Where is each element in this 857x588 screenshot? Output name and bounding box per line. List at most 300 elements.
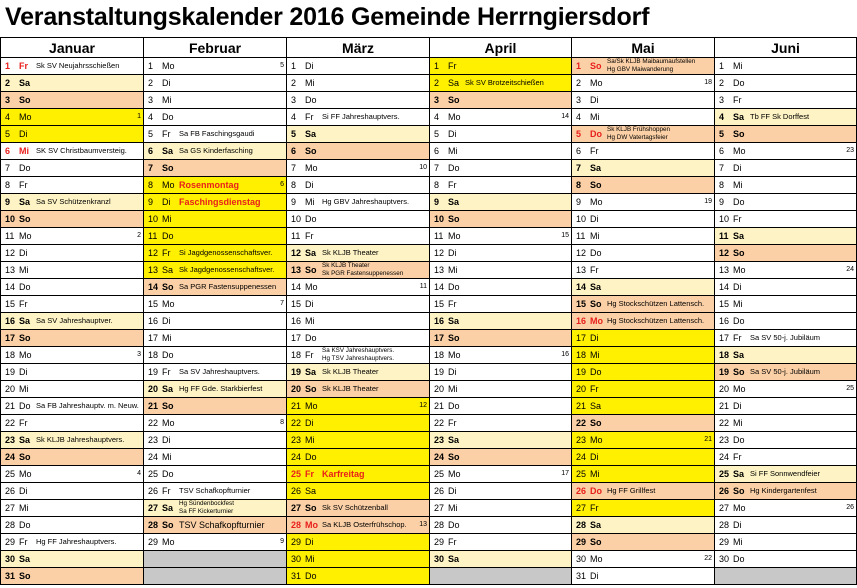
day-number: 5 <box>434 129 440 139</box>
day-number: 30 <box>434 554 445 564</box>
weekday-label: So <box>448 333 460 343</box>
day-number: 20 <box>148 384 159 394</box>
day-cell-content <box>715 75 856 91</box>
day-cell-content <box>144 517 286 533</box>
day-cell-content <box>1 160 143 176</box>
day-cell <box>430 228 572 245</box>
day-number: 17 <box>5 333 16 343</box>
day-number: 23 <box>291 435 302 445</box>
day-cell-content <box>1 245 143 261</box>
day-number: 13 <box>434 265 445 275</box>
day-number: 8 <box>5 180 11 190</box>
day-cell-content <box>287 415 429 431</box>
day-number: 14 <box>434 282 445 292</box>
calendar-row <box>1 415 857 432</box>
day-cell-content <box>430 177 571 193</box>
day-cell-content <box>287 466 429 482</box>
day-cell-content <box>287 432 429 448</box>
event-label: Sk SV Neujahrsschießen <box>36 61 120 70</box>
day-cell <box>572 58 715 75</box>
day-number: 12 <box>576 248 587 258</box>
day-cell-content <box>144 228 286 244</box>
weekday-label: Do <box>162 231 174 241</box>
event-label: Sk SV Schützenball <box>322 503 388 512</box>
weekday-label: Do <box>733 78 745 88</box>
day-cell <box>1 177 144 194</box>
day-cell <box>1 398 144 415</box>
weekday-label: Mo <box>590 435 603 445</box>
day-cell <box>1 568 144 585</box>
weekday-label: Mo <box>19 112 32 122</box>
day-number: 27 <box>719 503 730 513</box>
weekday-label: Do <box>305 452 317 462</box>
day-cell-content <box>287 92 429 108</box>
day-cell-content <box>715 58 856 74</box>
day-cell <box>1 211 144 228</box>
calendar-row <box>1 568 857 585</box>
day-number: 15 <box>148 299 159 309</box>
weekday-label: Fr <box>448 61 457 71</box>
week-number: 23 <box>846 147 854 154</box>
day-number: 16 <box>719 316 730 326</box>
weekday-label: Di <box>162 435 171 445</box>
weekday-label: So <box>590 299 602 309</box>
day-number: 17 <box>148 333 159 343</box>
day-number: 2 <box>576 78 582 88</box>
event-label: Hg TSV Jahreshauptvers. <box>322 355 394 362</box>
day-cell <box>287 551 430 568</box>
day-number: 5 <box>5 129 11 139</box>
day-cell-content <box>1 568 143 584</box>
day-cell <box>287 262 430 279</box>
weekday-label: So <box>448 95 460 105</box>
weekday-label: Mi <box>305 78 315 88</box>
calendar-row <box>1 466 857 483</box>
day-cell <box>287 109 430 126</box>
event-label: Sk KLJB Jahreshauptvers. <box>36 435 125 444</box>
day-cell-content <box>715 551 856 567</box>
day-number: 19 <box>291 367 302 377</box>
event-label-group <box>607 58 712 74</box>
day-cell <box>430 500 572 517</box>
day-number: 25 <box>5 469 16 479</box>
day-cell <box>1 58 144 75</box>
event-label: Sa GS Kinderfasching <box>179 146 253 155</box>
day-number: 3 <box>719 95 725 105</box>
day-cell <box>430 483 572 500</box>
day-cell-content <box>287 364 429 380</box>
day-cell-content <box>144 347 286 363</box>
day-cell <box>1 160 144 177</box>
day-number: 7 <box>5 163 11 173</box>
day-cell-content <box>287 109 429 125</box>
day-cell-content <box>572 109 714 125</box>
weekday-label: Mi <box>733 61 743 71</box>
weekday-label: Do <box>733 435 745 445</box>
calendar-row <box>1 500 857 517</box>
day-number: 24 <box>291 452 302 462</box>
day-cell <box>572 109 715 126</box>
day-cell-content <box>572 262 714 278</box>
day-cell <box>1 432 144 449</box>
day-cell <box>430 126 572 143</box>
day-cell-content <box>430 381 571 397</box>
weekday-label: Mo <box>733 384 746 394</box>
day-number: 21 <box>434 401 445 411</box>
weekday-label: Mo <box>162 299 175 309</box>
day-number: 28 <box>719 520 730 530</box>
day-cell <box>430 330 572 347</box>
event-label: Karfreitag <box>322 469 365 479</box>
day-cell-content <box>572 432 714 448</box>
day-cell <box>1 449 144 466</box>
day-cell-content <box>1 449 143 465</box>
day-cell <box>1 296 144 313</box>
day-cell <box>430 194 572 211</box>
weekday-label: Do <box>305 333 317 343</box>
day-number: 27 <box>576 503 587 513</box>
week-number: 26 <box>846 504 854 511</box>
day-cell-content <box>572 449 714 465</box>
day-cell-content <box>1 551 143 567</box>
day-number: 24 <box>719 452 730 462</box>
weekday-label: Do <box>305 214 317 224</box>
day-cell <box>572 500 715 517</box>
event-label: Sk KLJB Frühshoppen <box>607 126 671 133</box>
day-cell-content <box>430 313 571 329</box>
weekday-label: Sa <box>162 384 174 394</box>
weekday-label: Di <box>19 129 28 139</box>
weekday-label: Do <box>162 350 174 360</box>
day-cell <box>1 279 144 296</box>
day-cell <box>572 449 715 466</box>
weekday-label: Di <box>305 418 314 428</box>
day-number: 15 <box>291 299 302 309</box>
day-cell-content <box>1 534 143 550</box>
day-cell-content <box>430 245 571 261</box>
weekday-label: Di <box>733 520 742 530</box>
event-label: Rosenmontag <box>179 180 240 190</box>
weekday-label: Sa <box>448 554 460 564</box>
day-number: 5 <box>291 129 297 139</box>
day-cell <box>715 364 857 381</box>
weekday-label: Fr <box>162 129 171 139</box>
event-label: Sk Jagdgenossenschaftsver. <box>179 265 275 274</box>
day-number: 8 <box>576 180 582 190</box>
day-number: 18 <box>5 350 16 360</box>
weekday-label: Sa <box>162 265 174 275</box>
week-number: 5 <box>280 62 284 69</box>
day-cell <box>572 75 715 92</box>
day-cell <box>430 58 572 75</box>
day-cell <box>287 58 430 75</box>
day-number: 28 <box>291 520 302 530</box>
weekday-label: Fr <box>305 350 314 360</box>
day-cell-content <box>144 58 286 74</box>
day-number: 29 <box>576 537 587 547</box>
day-number: 7 <box>719 163 725 173</box>
day-number: 2 <box>434 78 440 88</box>
day-cell <box>572 313 715 330</box>
week-number: 11 <box>419 283 427 290</box>
day-cell-content <box>1 432 143 448</box>
event-label: Hg Stockschützen Lattensch. <box>607 316 705 325</box>
day-cell-content <box>430 347 571 363</box>
day-cell <box>430 415 572 432</box>
day-number: 16 <box>5 316 16 326</box>
day-cell-content <box>287 398 429 414</box>
event-label: Tb FF Sk Dorffest <box>750 112 810 121</box>
day-number: 2 <box>148 78 154 88</box>
day-cell-content <box>1 109 143 125</box>
day-cell-content <box>572 483 714 499</box>
day-cell <box>144 245 287 262</box>
weekday-label: Fr <box>733 95 742 105</box>
day-number: 22 <box>5 418 16 428</box>
day-number: 2 <box>5 78 11 88</box>
weekday-label: Do <box>162 112 174 122</box>
day-number: 22 <box>148 418 159 428</box>
day-number: 8 <box>291 180 297 190</box>
day-cell <box>715 262 857 279</box>
day-cell-content <box>1 381 143 397</box>
day-number: 6 <box>434 146 440 156</box>
day-cell-content <box>715 228 856 244</box>
calendar-body <box>1 58 857 585</box>
day-cell <box>430 160 572 177</box>
day-number: 13 <box>148 265 159 275</box>
weekday-label: So <box>305 384 317 394</box>
day-cell <box>572 551 715 568</box>
weekday-label: Mi <box>19 503 29 513</box>
calendar-row <box>1 109 857 126</box>
day-number: 27 <box>148 503 159 513</box>
day-number: 31 <box>576 571 587 581</box>
day-cell-content <box>572 296 714 312</box>
week-number: 4 <box>137 470 141 477</box>
calendar-row <box>1 296 857 313</box>
day-cell <box>572 483 715 500</box>
day-cell <box>144 330 287 347</box>
weekday-label: Fr <box>162 248 171 258</box>
day-cell-content <box>715 92 856 108</box>
weekday-label: Mi <box>733 180 743 190</box>
day-number: 2 <box>291 78 297 88</box>
week-number: 19 <box>704 198 712 205</box>
day-cell <box>287 347 430 364</box>
calendar-row <box>1 534 857 551</box>
day-cell-content <box>287 228 429 244</box>
day-number: 26 <box>5 486 16 496</box>
day-cell <box>287 364 430 381</box>
weekday-label: Sa <box>448 78 460 88</box>
weekday-label: Mo <box>305 520 318 530</box>
week-number: 8 <box>280 419 284 426</box>
day-number: 29 <box>719 537 730 547</box>
day-cell-content <box>572 381 714 397</box>
day-cell-content <box>715 347 856 363</box>
week-number: 21 <box>704 436 712 443</box>
day-cell <box>715 330 857 347</box>
day-cell-content <box>430 483 571 499</box>
day-cell <box>572 330 715 347</box>
weekday-label: Do <box>448 282 460 292</box>
day-cell <box>430 177 572 194</box>
weekday-label: Do <box>448 401 460 411</box>
day-cell <box>287 143 430 160</box>
weekday-label: Fr <box>305 112 314 122</box>
day-cell-content <box>1 500 143 516</box>
day-cell-content <box>572 568 714 584</box>
day-cell-content <box>430 279 571 295</box>
day-cell-content <box>1 262 143 278</box>
day-cell-content <box>287 262 429 278</box>
weekday-label: Do <box>733 316 745 326</box>
day-cell <box>572 262 715 279</box>
day-cell-content <box>430 517 571 533</box>
week-number: 25 <box>846 385 854 392</box>
day-cell <box>287 245 430 262</box>
day-cell <box>144 160 287 177</box>
weekday-label: Do <box>19 282 31 292</box>
weekday-label: Fr <box>19 180 28 190</box>
day-cell-content <box>430 398 571 414</box>
day-number: 22 <box>434 418 445 428</box>
event-label: Sk KLJB Theater <box>322 248 379 257</box>
event-label: Sa FB Jahreshauptv. m. Neuw. <box>36 401 139 410</box>
day-cell <box>1 262 144 279</box>
day-number: 22 <box>576 418 587 428</box>
day-cell-content <box>572 245 714 261</box>
day-cell-content <box>287 126 429 142</box>
day-cell <box>1 347 144 364</box>
weekday-label: Sa <box>305 248 317 258</box>
day-number: 23 <box>5 435 16 445</box>
day-cell <box>715 517 857 534</box>
day-cell <box>287 432 430 449</box>
day-number: 20 <box>434 384 445 394</box>
day-number: 24 <box>434 452 445 462</box>
day-number: 23 <box>719 435 730 445</box>
weekday-label: So <box>162 163 174 173</box>
day-cell-content <box>430 330 571 346</box>
weekday-label: Sa <box>19 197 31 207</box>
week-number: 2 <box>137 232 141 239</box>
day-cell <box>144 381 287 398</box>
weekday-label: Fr <box>19 418 28 428</box>
weekday-label: So <box>590 537 602 547</box>
day-cell <box>287 517 430 534</box>
day-cell-content <box>1 347 143 363</box>
day-number: 29 <box>148 537 159 547</box>
day-number: 19 <box>719 367 730 377</box>
week-number: 3 <box>137 351 141 358</box>
calendar-row <box>1 143 857 160</box>
weekday-label: Mo <box>162 180 175 190</box>
weekday-label: So <box>19 571 31 581</box>
day-cell-content <box>144 75 286 91</box>
weekday-label: Fr <box>448 418 457 428</box>
day-cell-content <box>287 449 429 465</box>
weekday-label: Do <box>305 95 317 105</box>
weekday-label: Di <box>448 129 457 139</box>
event-label: Sa KLJB Osterfrühschop. <box>322 520 407 529</box>
day-cell-content <box>430 58 571 74</box>
day-number: 28 <box>5 520 16 530</box>
event-label: SK SV Christbaumversteig. <box>36 146 127 155</box>
day-number: 19 <box>5 367 16 377</box>
day-cell-content <box>144 415 286 431</box>
calendar-row <box>1 177 857 194</box>
day-cell-content <box>430 160 571 176</box>
day-cell <box>144 517 287 534</box>
day-cell <box>144 347 287 364</box>
day-cell <box>572 92 715 109</box>
event-label: Si Jagdgenossenschaftsver. <box>179 248 273 257</box>
day-cell-content <box>144 483 286 499</box>
day-cell-content <box>287 245 429 261</box>
day-number: 2 <box>719 78 725 88</box>
day-number: 27 <box>291 503 302 513</box>
day-number: 3 <box>5 95 11 105</box>
day-cell <box>430 245 572 262</box>
day-cell <box>1 330 144 347</box>
month-header-row <box>1 38 857 58</box>
day-number: 6 <box>576 146 582 156</box>
day-number: 26 <box>434 486 445 496</box>
day-number: 29 <box>434 537 445 547</box>
day-cell <box>1 313 144 330</box>
weekday-label: So <box>19 214 31 224</box>
weekday-label: Mi <box>162 333 172 343</box>
weekday-label: Di <box>305 299 314 309</box>
day-cell <box>144 262 287 279</box>
calendar-row <box>1 432 857 449</box>
day-number: 12 <box>434 248 445 258</box>
day-cell <box>144 432 287 449</box>
month-header-mai: Mai <box>572 38 715 58</box>
day-cell-content <box>572 313 714 329</box>
event-label: Si FF Jahreshauptvers. <box>322 112 400 121</box>
weekday-label: Di <box>448 367 457 377</box>
weekday-label: So <box>733 486 745 496</box>
day-cell-content <box>144 126 286 142</box>
day-number: 22 <box>291 418 302 428</box>
day-number: 1 <box>5 61 11 71</box>
day-cell <box>430 551 572 568</box>
weekday-label: Sa <box>19 554 31 564</box>
weekday-label: Mi <box>590 469 600 479</box>
weekday-label: Mo <box>305 401 318 411</box>
day-cell-content <box>572 143 714 159</box>
day-cell <box>1 75 144 92</box>
day-cell <box>1 194 144 211</box>
day-cell-content <box>715 143 856 159</box>
day-cell <box>1 381 144 398</box>
weekday-label: Do <box>590 367 602 377</box>
day-cell <box>430 466 572 483</box>
day-number: 17 <box>434 333 445 343</box>
day-number: 14 <box>576 282 587 292</box>
day-cell-content <box>715 415 856 431</box>
event-label: Hg DW Vatertagsfeier <box>607 134 668 141</box>
day-cell <box>287 177 430 194</box>
day-cell-content <box>144 381 286 397</box>
day-cell-content <box>572 228 714 244</box>
event-label: Hg Stockschützen Lattensch. <box>607 299 705 308</box>
day-number: 10 <box>434 214 445 224</box>
day-cell <box>430 449 572 466</box>
